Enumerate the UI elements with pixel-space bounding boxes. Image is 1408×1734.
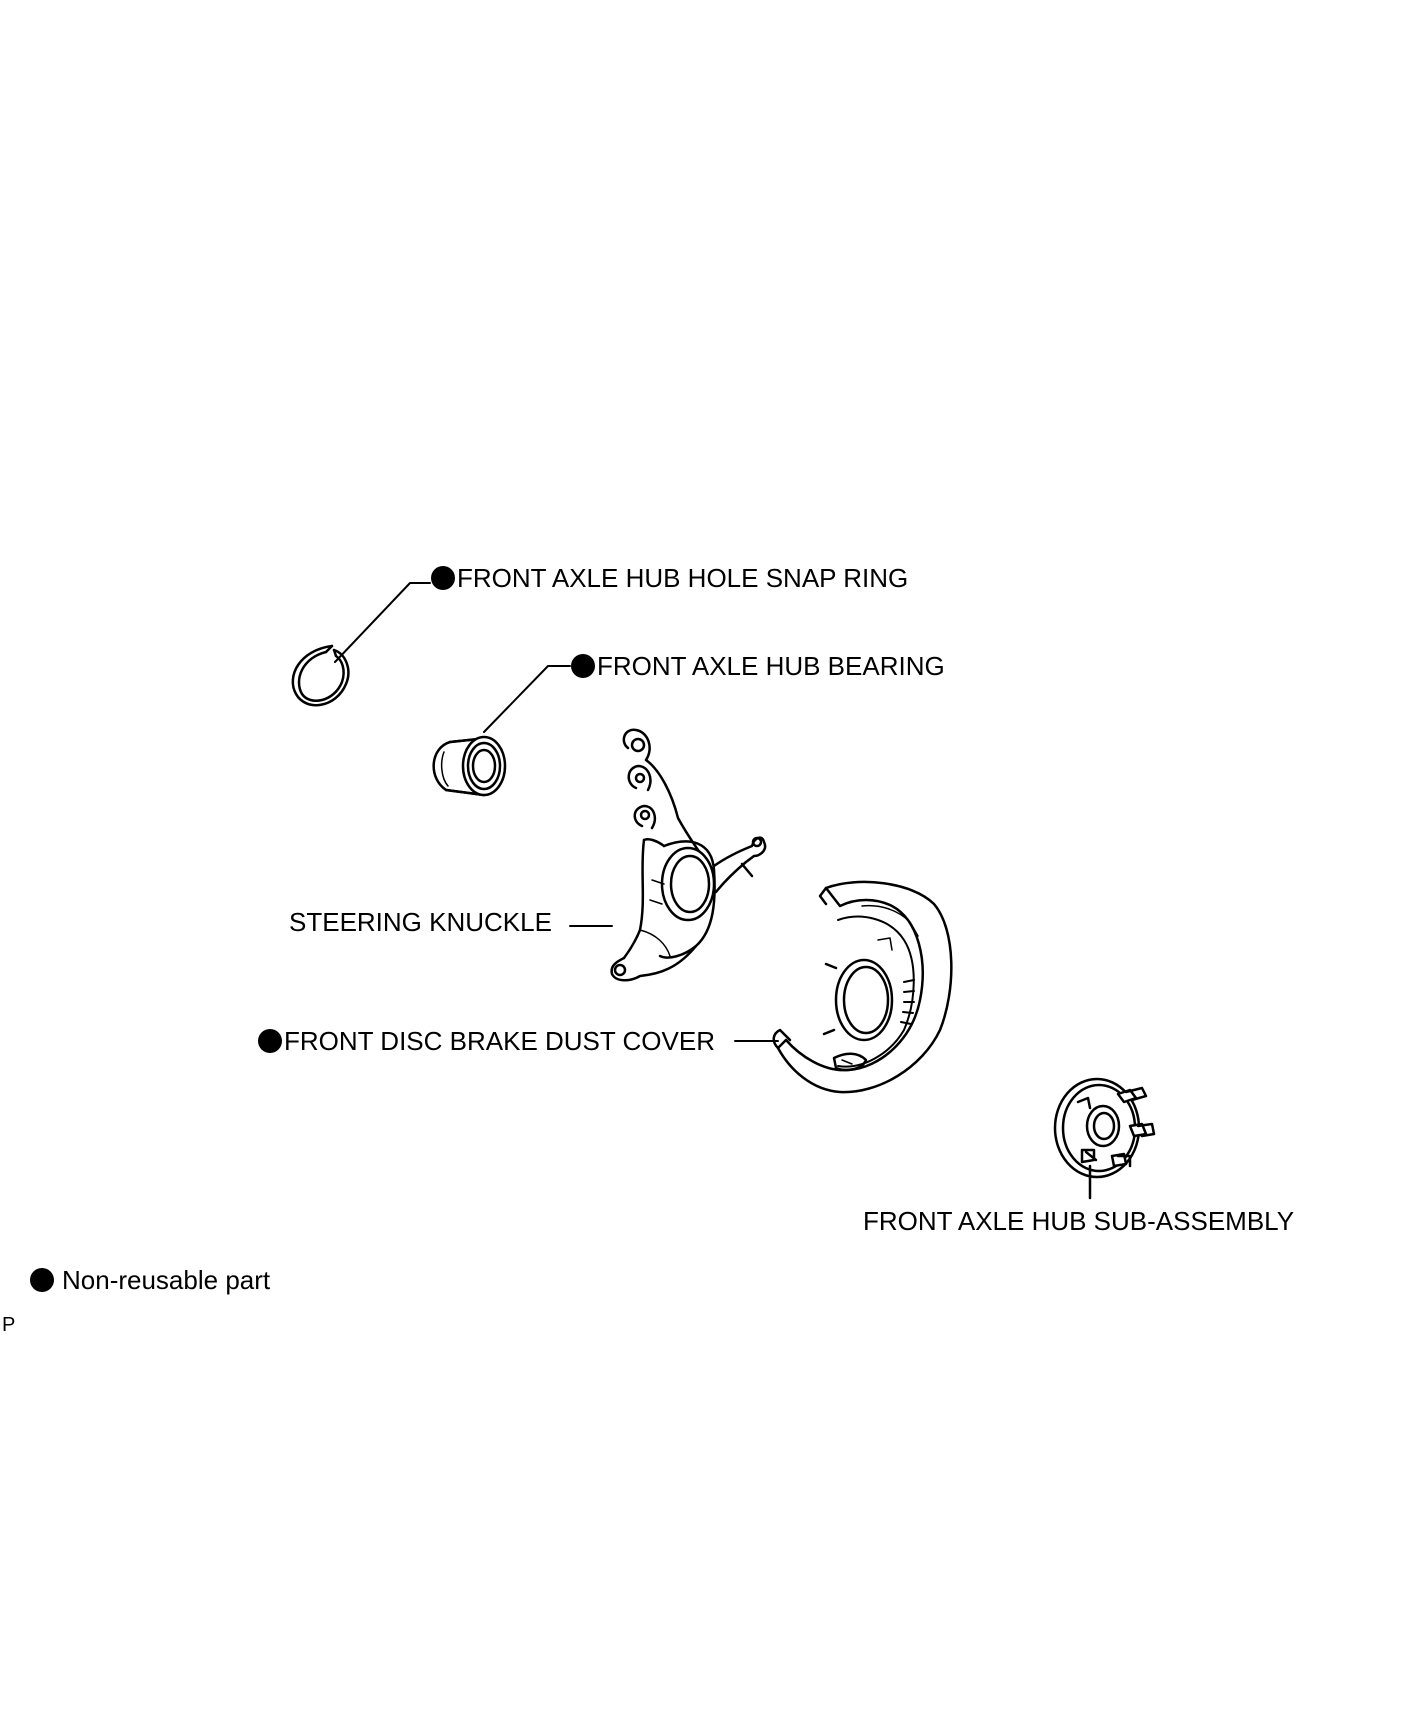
dust-cover-drawing (774, 882, 952, 1092)
snap-ring-label-text: FRONT AXLE HUB HOLE SNAP RING (457, 563, 909, 593)
dust-cover-label (258, 1026, 715, 1056)
non-reusable-dot-icon (571, 654, 595, 678)
non-reusable-dot-icon (30, 1268, 54, 1292)
snap-ring-label (431, 563, 908, 593)
hub-bearing-leader-line (484, 666, 570, 732)
hub-bearing-drawing (434, 737, 505, 795)
non-reusable-dot-icon (431, 566, 455, 590)
steering-knuckle-drawing (612, 730, 765, 980)
hub-sub-assembly-drawing (1055, 1079, 1154, 1177)
dust-cover-label-text: FRONT DISC BRAKE DUST COVER (284, 1026, 715, 1056)
steering-knuckle-label-text: STEERING KNUCKLE (289, 907, 552, 937)
non-reusable-dot-icon (258, 1029, 282, 1053)
steering-knuckle-label (289, 907, 552, 937)
snap-ring-drawing (293, 646, 349, 705)
hub-bearing-label (571, 651, 945, 681)
corner-mark-text: P (2, 1314, 16, 1336)
hub-sub-assembly-label (863, 1206, 1294, 1236)
corner-mark (2, 1310, 15, 1340)
hub-sub-assembly-label-text: FRONT AXLE HUB SUB-ASSEMBLY (863, 1206, 1295, 1236)
legend-text: Non-reusable part (62, 1265, 271, 1295)
snap-ring-leader-line (335, 583, 430, 662)
hub-bearing-label-text: FRONT AXLE HUB BEARING (597, 651, 945, 681)
legend (30, 1265, 270, 1295)
